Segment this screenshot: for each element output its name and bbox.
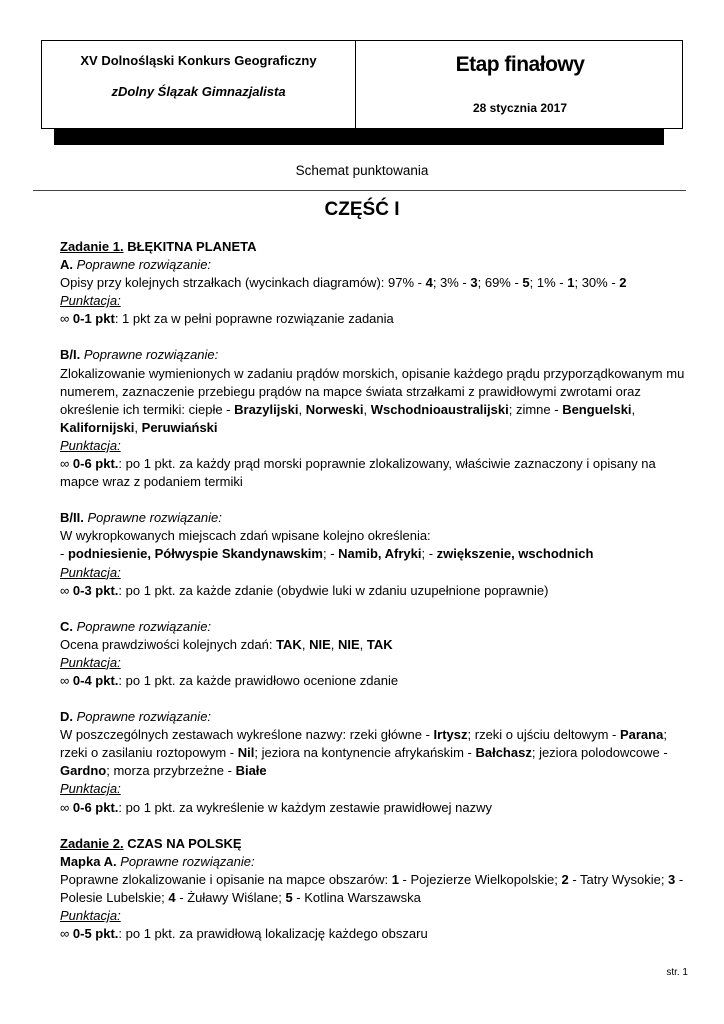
- task2-answer: Poprawne zlokalizowanie i opisanie na mapce obszarów: 1 - Pojezierze Wielkopolskie; 2 - Tatry Wysokie; 3 - Polesie Lubelskie; 4 - Żuławy Wiślane; 5 - Kotlina Warszawska: [60, 871, 684, 905]
- header-box: [41, 40, 683, 129]
- infinity-bullet-icon: ∞: [60, 672, 70, 688]
- infinity-bullet-icon: ∞: [60, 582, 70, 598]
- task1b2-label: B/II. Poprawne rozwiązanie:: [60, 510, 222, 526]
- part-title: CZĘŚĆ I: [324, 199, 400, 220]
- infinity-bullet-icon: ∞: [60, 456, 70, 472]
- task1b1-label: B/I. Poprawne rozwiązanie:: [60, 347, 219, 363]
- task1c-label: C. Poprawne rozwiązanie:: [60, 618, 212, 634]
- exam-date: 28 stycznia 2017: [472, 101, 568, 115]
- task2-heading: [60, 835, 688, 853]
- task1a-answer: Opisy przy kolejnych strzałkach (wycinkach diagramów): 97% - 4; 3% - 3; 69% - 5; 1% - 1; 30% - 2: [60, 275, 627, 291]
- infinity-bullet-icon: ∞: [60, 311, 70, 327]
- task1c-answer: Ocena prawdziwości kolejnych zdań: TAK, NIE, NIE, TAK: [60, 636, 393, 652]
- scoring-label: Punktacja:: [60, 293, 121, 309]
- task1b2-intro: W wykropkowanych miejscach zdań wpisane kolejno określenia:: [60, 528, 431, 544]
- doc-title: Schemat punktowania: [295, 163, 429, 178]
- task1c-score: ∞ 0-4 pkt.: po 1 pkt. za każde prawidłowo ocenione zdanie: [60, 672, 399, 688]
- task1a-score: ∞ 0-1 pkt: 1 pkt za w pełni poprawne rozwiązanie zadania: [60, 311, 394, 327]
- task1b2-answer: - podniesienie, Półwyspie Skandynawskim; - Namib, Afryki; - zwiększenie, wschodnich: [60, 546, 594, 562]
- task1d-score: ∞ 0-6 pkt.: po 1 pkt. za wykreślenie w każdym zestawie prawidłowej nazwy: [60, 799, 492, 815]
- black-bar: [54, 129, 664, 145]
- scoring-label: Punktacja:: [60, 908, 121, 923]
- scoring-label: Punktacja:: [60, 437, 121, 453]
- horizontal-rule: [33, 190, 686, 191]
- task2-label: Mapka A. Poprawne rozwiązanie:: [60, 853, 255, 869]
- task-number: Zadanie 2.: [60, 835, 124, 851]
- task-title: CZAS NA POLSKĘ: [127, 835, 242, 851]
- stage-title: Etap finałowy: [455, 53, 585, 76]
- task2-score: ∞ 0-5 pkt.: po 1 pkt. za prawidłową lokalizację każdego obszaru: [60, 926, 428, 942]
- task-number: Zadanie 1.: [60, 239, 124, 254]
- task1d-label: D. Poprawne rozwiązanie:: [60, 709, 212, 725]
- task1b1-answer: Zlokalizowanie wymienionych w zadaniu prądów morskich, opisanie każdego prądu przyporządkowanym mu numerem, zaznaczenie przebiegu prądów na mapce świata strzałkami z prawidłowymi zwrotami oraz określenie ich termiki: ciepłe - Brazylijski, Norweski, Wschodnioaustralijski; zimne - Benguelski, Kalifornijski, Peruwiański: [60, 365, 685, 435]
- task1d-answer: W poszczególnych zestawach wykreślone nazwy: rzeki główne - Irtysz; rzeki o ujściu deltowym - Parana; rzeki o zasilaniu roztopowym - Nil; jeziora na kontynencie afrykańskim - Bałchasz; jeziora polodowcowe - Gardno; morza przybrzeżne - Białe: [60, 727, 668, 779]
- task1-heading: [60, 238, 688, 256]
- competition-name: XV Dolnośląski Konkurs Geograficzny: [80, 53, 317, 68]
- scoring-label: Punktacja:: [60, 781, 121, 797]
- document-body: [60, 238, 688, 943]
- task1a-label: A. Poprawne rozwiązanie:: [60, 257, 212, 273]
- scoring-label: Punktacja:: [60, 564, 121, 580]
- infinity-bullet-icon: ∞: [60, 799, 70, 815]
- task1b2-score: ∞ 0-3 pkt.: po 1 pkt. za każde zdanie (obydwie luki w zdaniu uzupełnione poprawnie): [60, 582, 549, 598]
- task1b1-score: ∞ 0-6 pkt.: po 1 pkt. za każdy prąd morski poprawnie zlokalizowany, właściwie zaznaczony i opisany na mapce wraz z podaniem termiki: [60, 456, 656, 490]
- scoring-label: Punktacja:: [60, 654, 121, 670]
- page-number: str. 1: [666, 967, 688, 978]
- competition-subtitle: zDolny Ślązak Gimnazjalista: [111, 84, 286, 99]
- task-title: BŁĘKITNA PLANETA: [127, 239, 257, 254]
- infinity-bullet-icon: ∞: [60, 926, 70, 942]
